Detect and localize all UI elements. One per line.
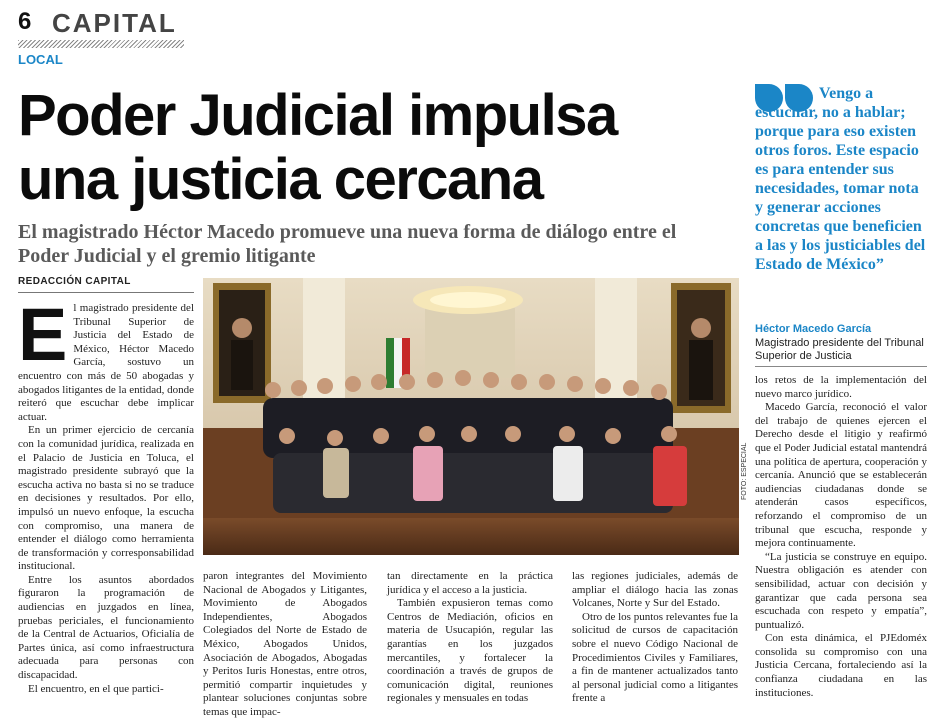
article-column-3	[387, 570, 553, 706]
section-hatch-divider	[18, 40, 184, 48]
section-title: CAPITAL	[52, 8, 177, 38]
paragraph: Entre los asuntos abordados figuraron la programación de audiencias en juzgados en línea, pruebas periciales, el funcionamiento de la Central de Actuarios, Oficialía de Partes única, así como infraestructura adecuada para personas con discapacidad.	[18, 573, 194, 682]
quote-author: Héctor Macedo García	[755, 323, 872, 335]
paragraph: paron integrantes del Movimiento Nacional de Abogados y Litigantes, Movimiento de Abogados Independientes, Abogados Colegiados del Norte de Estado de México, Abogados Unidos, Asociación de Abogados, Abogadas y Peritos Iuris Honestas, entre otros, permitió compartir inquietudes y plantear soluciones conjuntas sobre temas que impac-	[203, 570, 367, 718]
paragraph: El encuentro, en el que partici-	[28, 682, 164, 695]
headline	[18, 84, 730, 212]
quote-divider	[755, 366, 927, 367]
article-column-2	[203, 570, 367, 720]
headline-line-2: una justicia cercana	[18, 147, 543, 212]
deck-subheadline: El magistrado Héctor Macedo promueve una nueva forma de diálogo entre el Poder Judicial y el gremio litigante	[18, 221, 677, 267]
paragraph: los retos de la implementación del nuevo marco jurídico.	[755, 374, 927, 400]
photo-illustration	[203, 278, 739, 555]
paragraph: las regiones judiciales, además de ampliar el diálogo hacia las zonas Volcanes, Norte y Sur del Estado.	[572, 570, 738, 610]
photo-credit: FOTO: ESPECIAL	[741, 442, 748, 500]
paragraph: Con esta dinámica, el PJEdoméx consolida su compromiso con una Justicia Cercana, fortaleciendo así la confianza ciudadana en las instituciones.	[755, 632, 927, 699]
dropcap-letter: E	[18, 293, 68, 376]
paragraph: También expusieron temas como Centros de Mediación, oficios en materia de Usucapión, regular las garantías en los juzgados mercantiles, y fortalecer la coordinación a través de grupos de comunicación digital, reuniones regionales y mensuales en todas	[387, 597, 553, 705]
headline-line-1: Poder Judicial impulsa	[18, 83, 617, 148]
page-number: 6	[18, 8, 32, 35]
article-column-5	[755, 374, 927, 700]
article-column-1	[18, 293, 194, 696]
event-group-photo	[203, 278, 739, 555]
article-column-4	[572, 570, 738, 706]
paragraph: tan directamente en la práctica jurídica y el acceso a la justicia.	[387, 570, 553, 596]
quote-author-role: Magistrado presidente del Tribunal Superior de Justicia	[755, 337, 924, 362]
paragraph: Macedo García, reconoció el valor del trabajo de quienes ejercen el Derecho desde el litigio y reafirmó que el Poder Judicial estatal mantendrá una política de apertura, cooperación y cercanía. Anunció que se establecerán audiencias ciudadanas donde se atenderán casos específicos, reforzando el compromiso de un tribunal que escucha, responde y mejora continuamente.	[755, 401, 927, 550]
subsection-label: LOCAL	[18, 52, 63, 67]
pull-quote-text: Vengo a escuchar, no a hablar; porque para eso existen otros foros. Este espacio es para entender sus necesidades, tomar nota y generar acciones concretas que beneficien a las y los justiciables del Estado de México”	[755, 85, 926, 273]
byline: REDACCIÓN CAPITAL	[18, 276, 131, 287]
paragraph: l magistrado presidente del Tribunal Superior de Justicia del Estado de México, Héctor Macedo García, sostuvo un encuentro con más de 50 abogadas y abogados litigantes de la entidad, donde reiteró que escuchar debe implicar actuar.	[18, 302, 194, 423]
paragraph: Otro de los puntos relevantes fue la solicitud de cursos de capacitación sobre el nuevo Código Nacional de Procedimientos Civiles y Familiares, a fin de mantener actualizados tanto al personal judicial como a litigantes frente a	[572, 610, 738, 705]
pull-quote	[755, 84, 927, 274]
paragraph: “La justicia se construye en equipo. Nuestra obligación es atender con sensibilidad, actuar con decisión y garantizar que cada persona sea escuchada con respeto y empatía”, puntualizó.	[755, 550, 927, 631]
paragraph: En un primer ejercicio de cercanía con la comunidad jurídica, realizada en el Palacio de Justicia en Toluca, el magistrado presidente subrayó que la escucha activa no basta si no se traduce en decisiones y resultados. Por ello, impulsó un nuevo enfoque, la escucha con compromiso, una manera de entender el diálogo como herramienta de transformación y corresponsabilidad institucional.	[18, 424, 194, 573]
